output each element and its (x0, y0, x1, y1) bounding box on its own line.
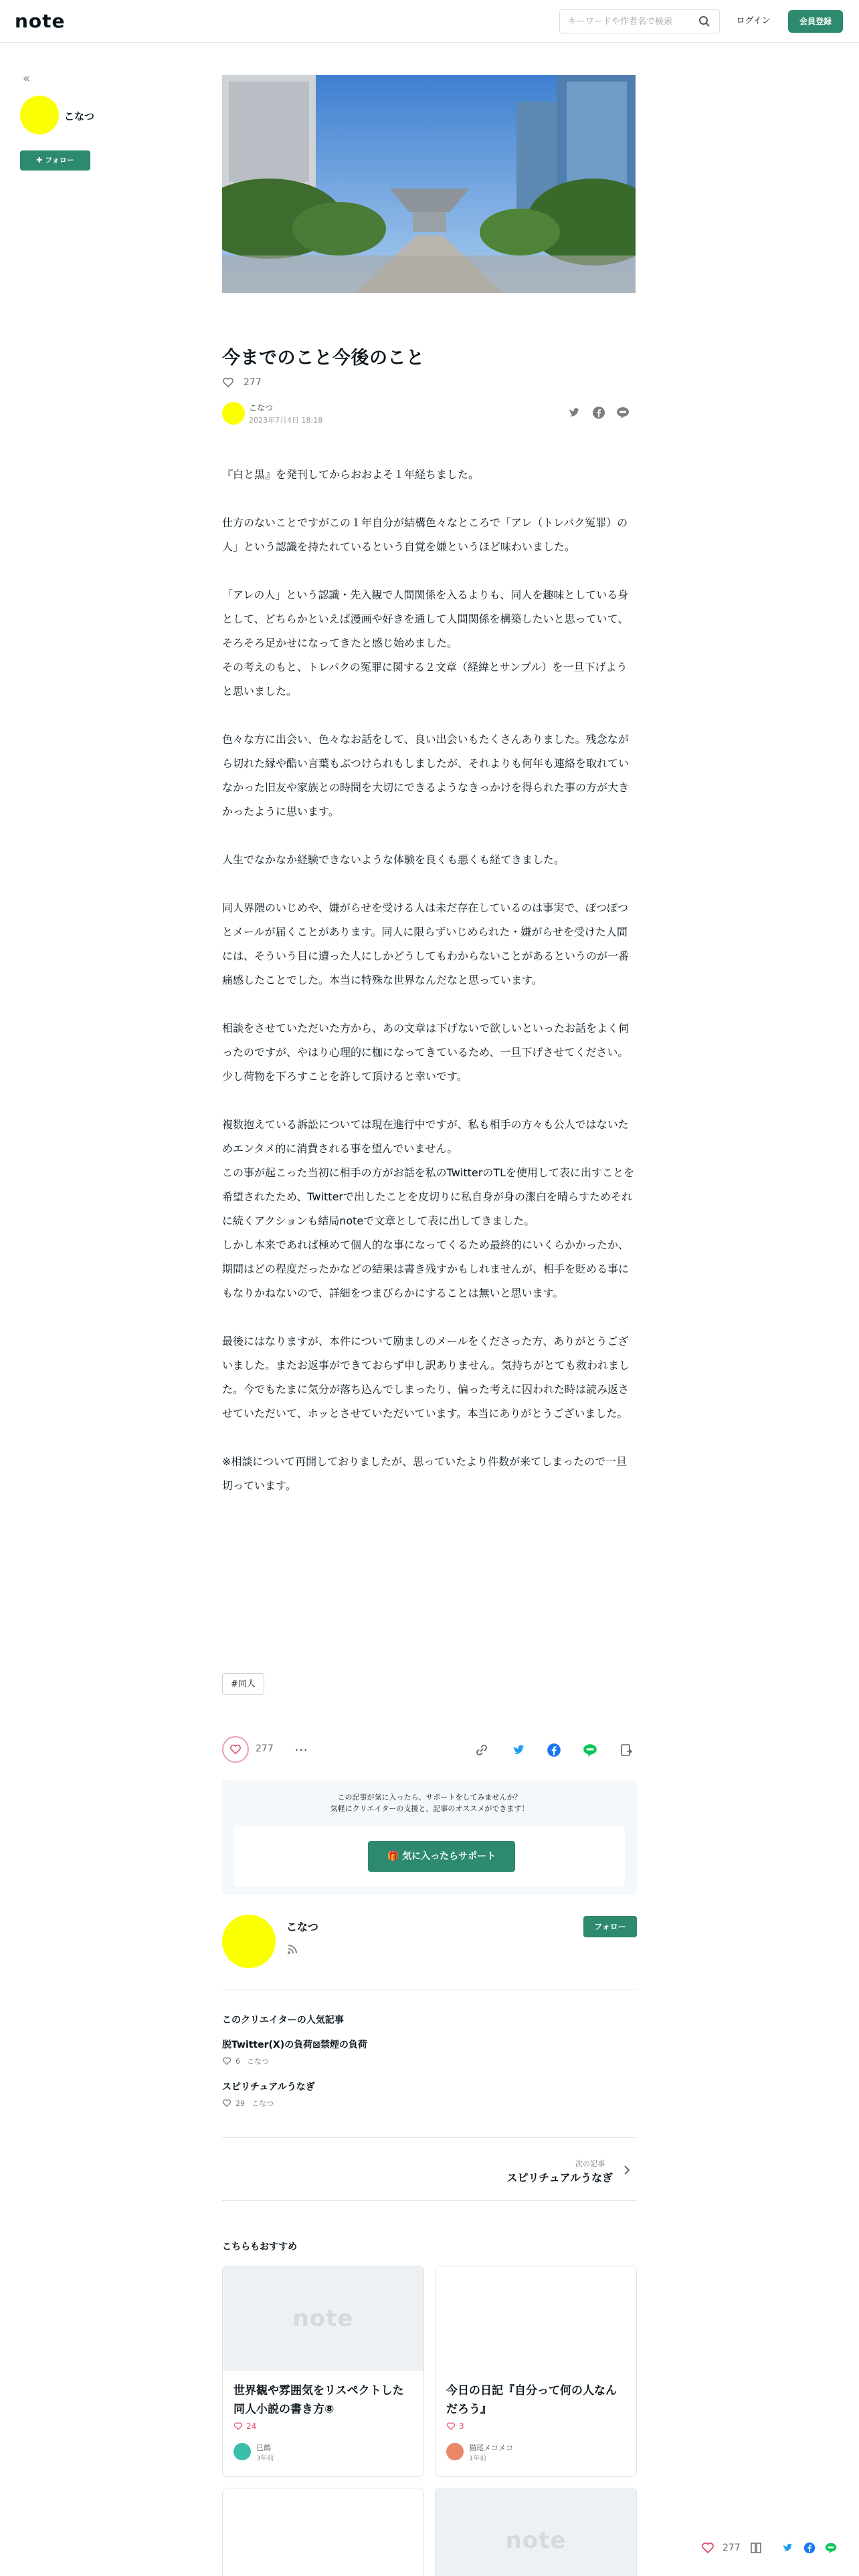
like-count: 277 (256, 1743, 274, 1754)
magazine-icon[interactable] (749, 2541, 763, 2555)
recommend-card[interactable] (435, 2488, 637, 2576)
heart-icon (222, 2099, 231, 2108)
support-box (222, 1780, 637, 1895)
recommend-card[interactable] (222, 2488, 424, 2576)
login-link[interactable]: ログイン (736, 16, 771, 26)
rss-icon[interactable] (286, 1943, 298, 1955)
line-share-icon[interactable] (824, 2541, 838, 2555)
add-user-icon: ✚ (36, 156, 45, 165)
divider (222, 2137, 637, 2138)
popular-articles-heading: このクリエイターの人気記事 (222, 2015, 344, 2026)
paragraph: 人生でなかなか経験できないような体験を良くも悪くも経てきました。 (222, 853, 565, 866)
facebook-share-icon[interactable] (803, 2541, 816, 2555)
support-subtext: 気軽にクリエイターの支援と、記事のオススメができます！ (330, 1804, 529, 1813)
card-like-count: 24 (246, 2422, 257, 2431)
support-button-label: 気に入ったらサポート (402, 1851, 496, 1862)
card-age: 3年前 (256, 2455, 274, 2462)
next-article-title[interactable]: スピリチュアルうなぎ (506, 2171, 613, 2184)
card-title: 今日の日記『自分って何の人なんだろう』 (446, 2384, 617, 2416)
facebook-share-icon[interactable] (546, 1742, 562, 1758)
heart-icon (222, 2056, 231, 2066)
search-input[interactable] (559, 9, 720, 33)
card-like-count: 3 (459, 2422, 464, 2431)
article-like-count: 277 (244, 377, 262, 388)
hashtag-chip[interactable]: #同人 (222, 1673, 264, 1695)
card-thumbnail (223, 2266, 423, 2371)
recommend-card[interactable] (222, 2266, 424, 2477)
sidebar-avatar[interactable] (20, 96, 59, 134)
sidebar-follow-button[interactable] (20, 150, 90, 171)
more-options-icon[interactable]: ⋯ (294, 1741, 308, 1757)
card-like (446, 2422, 464, 2431)
note-logo[interactable]: note (15, 10, 66, 32)
article-body (222, 463, 637, 1522)
paragraph: ※相談について再開しておりましたが、思っていたより件数が来てしまったので一旦切っています。 (222, 1455, 628, 1492)
card-thumbnail (436, 2488, 636, 2576)
twitter-share-icon[interactable] (781, 2541, 795, 2555)
collapse-sidebar-icon[interactable]: « (23, 72, 31, 86)
popular-author: こなつ (247, 2057, 269, 2066)
card-author: 猫尾メコメコ (469, 2444, 513, 2452)
creator-avatar[interactable] (222, 1915, 276, 1968)
card-author: 巳鶴 (256, 2444, 271, 2452)
creator-name[interactable]: こなつ (286, 1921, 319, 1933)
line-share-icon[interactable] (615, 405, 630, 420)
twitter-share-icon[interactable] (567, 405, 582, 420)
paragraph: この事が起こった当初に相手の方がお話を私のTwitterのTLを使用して表に出すことを希望されたため、Twitterで出したことを皮切りに私自身が身の潔白を晴らすためそれに続くアクションも結局noteで文章として表に出してきました。 (222, 1166, 634, 1227)
popular-article-meta (222, 2098, 274, 2109)
facebook-share-icon[interactable] (591, 405, 606, 420)
support-button[interactable] (368, 1841, 515, 1872)
popular-like-count: 6 (235, 2056, 240, 2066)
paragraph: 色々な方に出会い、色々なお話をして、良い出会いもたくさんありました。残念ながら切れた縁や酷い言葉もぶつけられもしましたが、それよりも何年も連絡を取れていなかった旧友や家族との時間を大切にできるようなきっかけを得られた事の方が大きかったように思います。 (222, 733, 630, 818)
chevron-right-icon[interactable] (621, 2164, 633, 2176)
note-logo-placeholder: note (505, 2527, 567, 2554)
popular-author: こなつ (252, 2099, 274, 2108)
paragraph: 『白と黒』を発刊してからおおよそ１年経ちました。 (222, 468, 480, 481)
publish-date: 2023年7月4日 18:18 (249, 416, 323, 425)
paragraph: 相談をさせていただいた方から、あの文章は下げないで欲しいといったお話をよく伺ったのですが、やはり心理的に枷になってきているため、一旦下げさせてください。少し荷物を下ろすことを許して頂けると幸いです。 (222, 1022, 630, 1083)
gift-icon: 🎁 (387, 1851, 403, 1862)
card-author-avatar (446, 2443, 464, 2460)
line-share-icon[interactable] (582, 1742, 598, 1758)
hero-image (222, 75, 636, 293)
card-thumbnail (223, 2488, 423, 2576)
heart-icon[interactable] (701, 2541, 714, 2555)
search-icon[interactable] (698, 15, 711, 28)
author-avatar[interactable] (222, 402, 245, 425)
paragraph: その考えのもと、トレパクの冤罪に関する２文章（経緯とサンプル）を一旦下げようと思いました。 (222, 661, 628, 697)
card-author-avatar (233, 2443, 251, 2460)
floating-action-bar (696, 2535, 859, 2561)
support-inner-panel (234, 1826, 625, 1887)
card-title: 世界観や雰囲気をリスペクトした同人小説の書き方⑧ (233, 2384, 404, 2416)
support-prompt: この記事が気に入ったら、サポートをしてみませんか？ (337, 1793, 522, 1802)
creator-follow-button[interactable]: フォロー (583, 1916, 637, 1937)
sidebar-author-name[interactable]: こなつ (64, 110, 95, 122)
card-like (233, 2422, 256, 2431)
note-logo-placeholder: note (292, 2305, 354, 2332)
copy-link-icon[interactable] (474, 1742, 490, 1758)
twitter-share-icon[interactable] (511, 1742, 527, 1758)
paragraph: 仕方のないことですがこの１年自分が結構色々なところで「アレ（トレパク冤罪）の人」という認識を持たれているという自覚を嫌というほど味わいました。 (222, 516, 628, 553)
like-button[interactable] (222, 1736, 249, 1763)
header (0, 0, 859, 43)
recommend-card[interactable] (435, 2266, 637, 2477)
sidebar-follow-label: フォロー (45, 156, 74, 165)
popular-like-count: 29 (235, 2099, 245, 2108)
article-action-row (222, 1736, 637, 1763)
heart-icon (446, 2422, 456, 2431)
signup-button[interactable]: 会員登録 (788, 10, 843, 33)
paragraph: 複数抱えている訴訟については現在進行中ですが、私も相手の方々も公人ではないためエンタメ的に消費される事を望んでいません。 (222, 1118, 629, 1155)
recommend-heading: こちらもおすすめ (222, 2242, 298, 2252)
next-article-label: 次の記事 (575, 2159, 605, 2168)
paragraph: しかし本来であれば極めて個人的な事になってくるため最終的にいくらかかったか、期間はどの程度だったかなどの結果は書き残すかもしれませんが、相手を貶める事にもなりかねないので、詳細をつまびらかにすることは無いと思います。 (222, 1239, 630, 1299)
popular-article-title[interactable]: スピリチュアルうなぎ (222, 2082, 315, 2092)
paragraph: 最後にはなりますが、本件について励ましのメールをくださった方、ありがとうございました。またお返事ができておらず申し訳ありません。気持ちがとても救われました。今でもたまに気分が落ち込んでしまったり、偏った考えに囚われた時は読み返させていただいて、ホッとさせていただいています。本当にありがとうございました。 (222, 1335, 630, 1420)
paragraph: 「アレの人」という認識・先入観で人間関係を入るよりも、同人を趣味としている身として、どちらかといえば漫画や好きを通して人間関係を構築したいと思っていて、そろそろ足かせになってきたと感じ始めました。 (222, 588, 629, 649)
floating-like-count: 277 (723, 2543, 741, 2553)
heart-icon[interactable] (222, 377, 234, 389)
article-title: 今までのこと今後のこと (222, 348, 425, 368)
paragraph: 同人界隈のいじめや、嫌がらせを受ける人は未だ存在しているのは事実で、ぽつぽつとメールが届くことがあります。同人に限らずいじめられた・嫌がらせを受けた人間には、そういう目に遭った人にしかどうしてもわからないことがあるというのが一番痛感したことでした。本当に特殊な世界なんだなと思っています。 (222, 901, 630, 986)
divider (222, 2200, 637, 2201)
heart-icon (229, 1743, 242, 1755)
author-name[interactable]: こなつ (249, 403, 274, 413)
popular-article-meta (222, 2056, 269, 2066)
embed-icon[interactable] (618, 1742, 634, 1758)
card-age: 1年前 (469, 2455, 487, 2462)
popular-article-title[interactable]: 脱Twitter(X)の負荷⊠禁煙の負荷 (222, 2040, 367, 2050)
article-like-row[interactable] (222, 374, 262, 391)
heart-icon (233, 2422, 243, 2431)
card-thumbnail (436, 2266, 636, 2371)
